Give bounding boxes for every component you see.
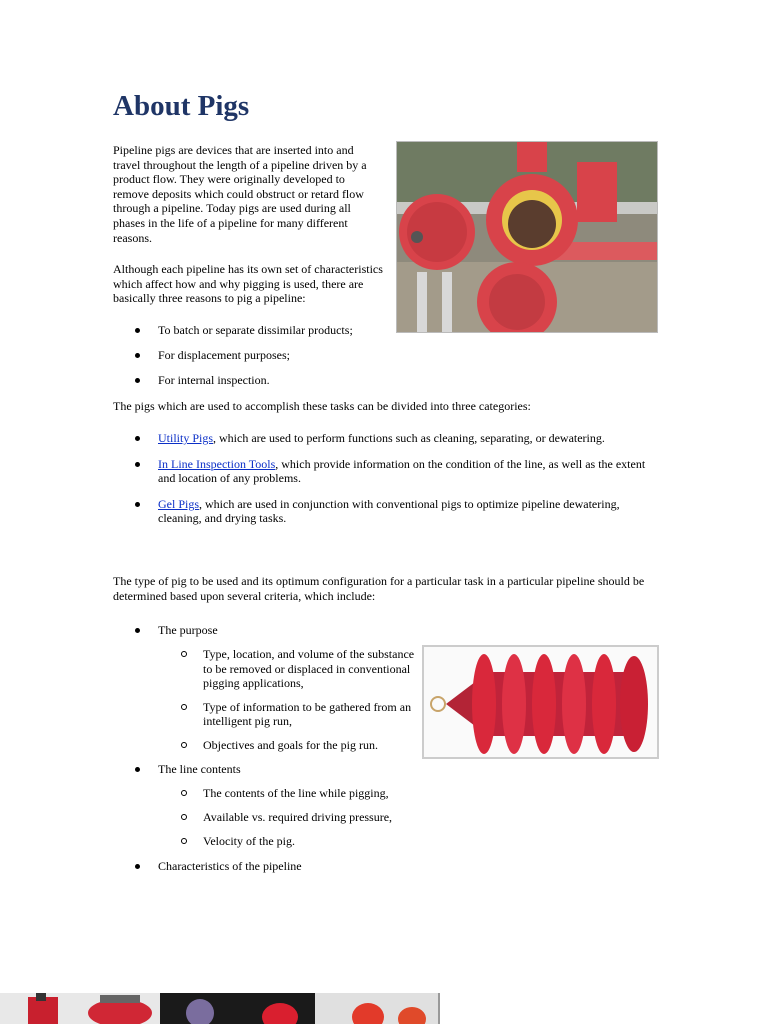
categories-paragraph: The pigs which are used to accomplish these tasks can be divided into three categories: [113,399,531,413]
list-item: To batch or separate dissimilar products; [113,323,413,338]
bottom-pig-images [0,993,440,1024]
sub-list-item: Type, location, and volume of the substance to be removed or displaced in conventional pigging applications, [158,647,423,691]
list-item [113,859,433,874]
intro-paragraph: Pipeline pigs are devices that are inserted into and travel throughout the length of a pipeline driven by a product flow. They were originally developed to remove deposits which could obstruct or retard flow through a pipeline. Today pigs are used during all phases in the life of a pipeline for many different reasons. [113,143,367,245]
sub-list-item: The contents of the line while pigging, [158,786,423,801]
criteria-label: Characteristics of the pipeline [158,858,302,873]
list-item [113,497,658,526]
criteria-label: The line contents [158,762,241,777]
criteria-label: The purpose [158,623,218,637]
categories-list [113,431,658,526]
list-item [113,457,658,486]
list-item [113,431,658,446]
pipeline-launcher-photo [396,141,658,333]
page-title: About Pigs [113,90,250,122]
category-description: , which are used to perform functions such as cleaning, separating, or dewatering. [213,431,605,445]
criteria-paragraph: The type of pig to be used and its optimum configuration for a particular task in a particular pipeline should be determined based upon several criteria, which include: [113,574,645,603]
inline-inspection-tools-link[interactable]: In Line Inspection Tools [158,456,276,471]
list-item: For internal inspection. [113,373,413,388]
category-description: , which are used in conjunction with conventional pigs to optimize pipeline dewatering, cleaning, and drying tasks. [158,496,620,526]
criteria-list [113,623,433,873]
sub-list [158,786,423,849]
category-description: , which provide information on the condition of the line, as well as the extent and location of any problems. [158,456,646,486]
sub-list-item: Velocity of the pig. [158,834,423,849]
list-item [113,623,433,753]
sub-list-item: Available vs. required driving pressure, [158,810,423,825]
cup-pig-photo [422,645,659,759]
sub-list-item: Type of information to be gathered from an intelligent pig run, [158,700,423,729]
reasons-paragraph: Although each pipeline has its own set of characteristics which affect how and why pigging is used, there are basically three reasons to pig a pipeline: [113,262,383,306]
sub-list-item: Objectives and goals for the pig run. [158,738,423,753]
list-item: For displacement purposes; [113,348,413,363]
list-item [113,762,433,849]
sub-list [158,647,423,753]
gel-pigs-link[interactable]: Gel Pigs [158,496,200,511]
utility-pigs-link[interactable]: Utility Pigs [158,431,214,445]
reasons-list [113,323,413,388]
